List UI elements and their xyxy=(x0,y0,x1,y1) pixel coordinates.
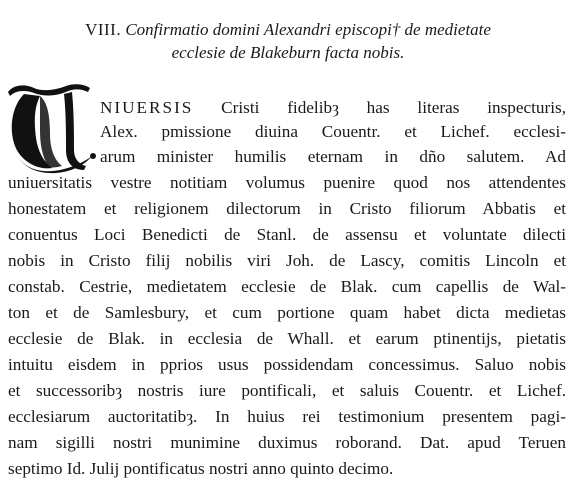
body-line-12: et successoribȝ nostris iure pontificali, et saluis Couentr. et Lichef. xyxy=(8,381,566,400)
body-line-5: honestatem et religionem dilectorum in Cristo filiorum Abbatis et xyxy=(8,199,566,218)
charter-number: VIII. xyxy=(85,20,122,39)
body-line-1-lead: NIUERSIS xyxy=(100,98,194,117)
body-line-1-rest: Cristi fidelibȝ has literas inspecturis, xyxy=(193,98,566,117)
body-line-14: nam sigilli nostri munimine duximus roborand. Dat. apud Teruen xyxy=(8,433,566,452)
charter-heading xyxy=(0,20,576,40)
body-line-8: constab. Cestrie, medietatem ecclesie de Blak. cum capellis de Wal- xyxy=(8,277,566,296)
body-line-13: ecclesiarum auctoritatibȝ. In huius rei testimonium presentem pagi- xyxy=(8,407,566,426)
body-line-2: Alex. pmissione diuina Couentr. et Lichef. ecclesi- xyxy=(100,122,566,141)
body-line-11: intuitu eisdem in pprios usus possidendam concessimus. Saluo nobis xyxy=(8,355,566,374)
body-line-15: septimo Id. Julij pontificatus nostri anno quinto decimo. xyxy=(8,459,394,478)
charter-title-line-2: ecclesie de Blakeburn facta nobis. xyxy=(171,43,405,62)
body-line-6: conuentus Loci Benedicti de Stanl. de assensu et voluntate dilecti xyxy=(8,225,566,244)
body-line-9: ton et de Samlesbury, et cum portione quam habet dicta medietas xyxy=(8,303,566,322)
body-line-1 xyxy=(100,97,566,119)
decorated-initial-letter xyxy=(4,78,96,174)
charter-title-line-1: Confirmatio domini Alexandri episcopi† de medietate xyxy=(125,20,491,39)
body-line-3: arum minister humilis eternam in dño salutem. Ad xyxy=(100,147,566,166)
body-line-10: ecclesie de Blak. in ecclesia de Whall. et earum ptinentijs, pietatis xyxy=(8,329,566,348)
body-line-4: uniuersitatis vestre notitiam volumus puenire quod nos attendentes xyxy=(8,173,566,192)
body-line-7: nobis in Cristo filij nobilis viri Joh. de Lascy, comitis Lincoln et xyxy=(8,251,566,270)
charter-heading-continuation xyxy=(0,43,576,63)
